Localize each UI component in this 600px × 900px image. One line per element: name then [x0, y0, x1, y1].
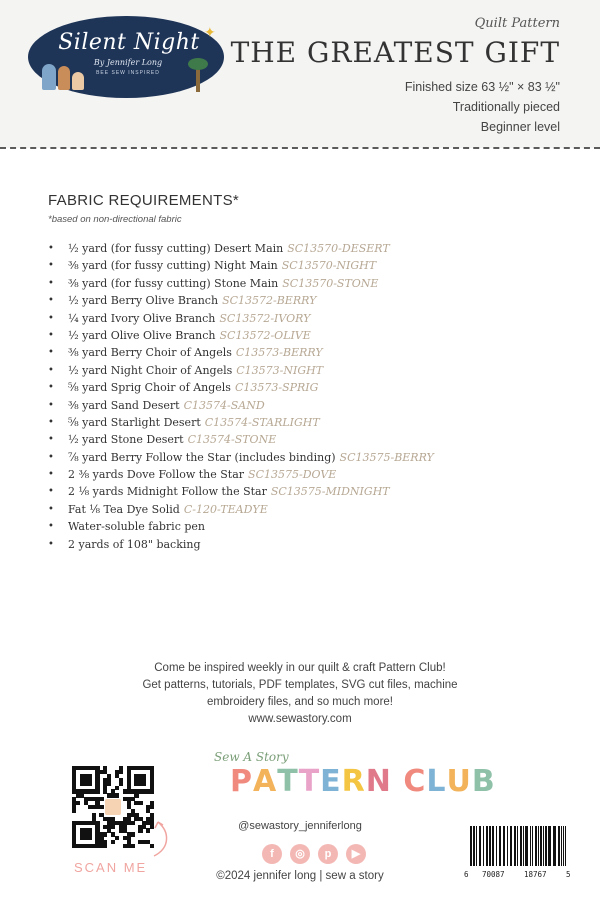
barcode-bar [483, 826, 484, 866]
club-logo-script: Sew A Story [214, 750, 289, 764]
barcode-bar [510, 826, 512, 866]
bullet-icon: • [48, 347, 54, 359]
fabric-requirement-item [48, 310, 568, 327]
pattern-club-blurb [100, 660, 500, 728]
bullet-icon: • [48, 382, 54, 394]
fabric-description: 2 ⅛ yards Midnight Follow the Star [68, 485, 267, 499]
qr-module [95, 789, 99, 793]
fabric-description: ⅜ yard Berry Choir of Angels [68, 346, 232, 360]
bullet-icon: • [48, 329, 54, 341]
skill-level: Beginner level [480, 120, 560, 134]
pattern-kicker: Quilt Pattern [474, 16, 560, 31]
bullet-icon: • [48, 364, 54, 376]
fabric-sku: C13574-SAND [183, 398, 265, 412]
barcode-digit: 6 [464, 870, 469, 879]
barcode-bar [530, 826, 531, 866]
fabric-description: Fat ⅛ Tea Dye Solid [68, 502, 180, 516]
youtube-icon[interactable]: ▶ [346, 844, 366, 864]
barcode-digit: 18767 [524, 870, 547, 879]
qr-module [103, 832, 107, 836]
fabric-sku: SC13575-BERRY [339, 450, 434, 464]
angel-figure-icon [42, 64, 56, 90]
fabric-sku: SC13570-STONE [282, 276, 379, 290]
qr-module [150, 789, 154, 793]
barcode-bar [553, 826, 556, 866]
fabric-sku: C13573-SPRIG [234, 381, 319, 395]
bullet-icon: • [48, 295, 54, 307]
social-icons [262, 844, 372, 866]
bullet-icon: • [48, 399, 54, 411]
barcode-bar [523, 826, 524, 866]
qr-module [111, 825, 115, 829]
fabric-requirement-item [48, 257, 568, 274]
social-handle[interactable]: @sewastory_jenniferlong [238, 820, 362, 832]
barcode-bar [479, 826, 481, 866]
bullet-icon: • [48, 486, 54, 498]
fabric-requirement-item [48, 344, 568, 361]
fabric-requirement-item [48, 501, 568, 518]
qr-module [103, 844, 107, 848]
fabric-requirement-item [48, 275, 568, 292]
qr-module [119, 782, 123, 786]
requirements-heading: FABRIC REQUIREMENTS* [48, 192, 240, 209]
qr-module [131, 832, 135, 836]
barcode-digit: 5 [566, 870, 571, 879]
barcode-bars [470, 826, 568, 866]
bullet-icon: • [48, 451, 54, 463]
barcode-bar [565, 826, 566, 866]
fabric-description: ½ yard Stone Desert [68, 433, 184, 447]
club-blurb-line: Get patterns, tutorials, PDF templates, SVG cut files, machine [142, 679, 458, 691]
fabric-requirement-item [48, 240, 568, 257]
bullet-icon: • [48, 434, 54, 446]
qr-module [88, 782, 92, 786]
logo-title: Silent Night [58, 30, 200, 55]
qr-module [76, 801, 80, 805]
qr-module [138, 828, 142, 832]
curved-arrow-icon [150, 818, 174, 858]
fabric-requirement-item [48, 483, 568, 500]
qr-code[interactable] [72, 766, 154, 848]
barcode-bar [507, 826, 508, 866]
fabric-description: ⅜ yard Sand Desert [68, 398, 180, 412]
barcode-bar [489, 826, 491, 866]
fabric-sku: SC13572-OLIVE [219, 328, 311, 342]
fabric-description: ⅜ yard (for fussy cutting) Stone Main [68, 276, 279, 290]
barcode-bar [486, 826, 488, 866]
bullet-icon: • [48, 312, 54, 324]
fabric-requirement-item [48, 397, 568, 414]
fabric-sku: C13574-STONE [187, 433, 277, 447]
piecing-method: Traditionally pieced [452, 100, 560, 114]
qr-module [99, 797, 103, 801]
lamb-figure-icon [72, 72, 84, 90]
pinterest-icon[interactable]: p [318, 844, 338, 864]
fabric-description: 2 yards of 108" backing [68, 537, 201, 551]
fabric-sku: C13573-BERRY [235, 346, 323, 360]
barcode-bar [558, 826, 560, 866]
barcode-bar [514, 826, 516, 866]
qr-module [131, 821, 135, 825]
instagram-icon[interactable]: ◎ [290, 844, 310, 864]
fabric-requirement-item [48, 327, 568, 344]
dashed-divider [0, 147, 600, 149]
bullet-icon: • [48, 416, 54, 428]
barcode-bar [561, 826, 562, 866]
fabric-description: ⅝ yard Sprig Choir of Angels [68, 381, 231, 395]
bullet-icon: • [48, 521, 54, 533]
bullet-icon: • [48, 538, 54, 550]
qr-module [134, 793, 138, 797]
fabric-requirement-item [48, 431, 568, 448]
requirements-list [48, 240, 568, 553]
copyright: ©2024 jennifer long | sew a story [216, 870, 384, 882]
fabric-sku: SC13570-DESERT [287, 242, 390, 255]
finished-size: Finished size 63 ½" × 83 ½" [404, 80, 560, 94]
bullet-icon: • [48, 277, 54, 289]
bullet-icon: • [48, 243, 54, 254]
club-blurb-line: Come be inspired weekly in our quilt & craft Pattern Club! [154, 662, 446, 674]
barcode-bar [563, 826, 564, 866]
qr-module [99, 805, 103, 809]
fabric-sku: SC13570-NIGHT [281, 259, 377, 273]
fabric-requirement-item [48, 449, 568, 466]
fabric-description: 2 ⅜ yards Dove Follow the Star [68, 468, 245, 482]
qr-module [131, 844, 135, 848]
scan-me-label: SCAN ME [74, 860, 148, 875]
barcode [464, 826, 572, 882]
palm-leaves-icon [188, 58, 208, 70]
qr-module [142, 782, 146, 786]
barcode-bar [492, 826, 494, 866]
fabric-description: Water-soluble fabric pen [68, 520, 205, 534]
logo-tagline: BEE SEW INSPIRED [96, 70, 160, 76]
fabric-sku: SC13575-DOVE [248, 468, 337, 482]
bullet-icon: • [48, 260, 54, 272]
qr-module [138, 801, 142, 805]
star-icon: ✦ [204, 24, 216, 40]
fabric-description: ⅜ yard (for fussy cutting) Night Main [68, 259, 278, 273]
bullet-icon: • [48, 503, 54, 515]
barcode-bar [548, 826, 551, 866]
fabric-requirement-item [48, 414, 568, 431]
qr-module [150, 805, 154, 809]
bullet-icon: • [48, 469, 54, 481]
fabric-description: ½ yard (for fussy cutting) Desert Main [68, 242, 284, 255]
qr-module [88, 836, 92, 840]
website-link[interactable]: www.sewastory.com [248, 713, 352, 725]
fabric-sku: C-120-TEADYE [183, 502, 268, 516]
barcode-bar [499, 826, 501, 866]
fabric-description: ½ yard Olive Olive Branch [68, 328, 216, 342]
barcode-digit: 70087 [482, 870, 505, 879]
barcode-bar [520, 826, 522, 866]
qr-module [115, 786, 119, 790]
fabric-requirement-item [48, 536, 568, 553]
barcode-bar [540, 826, 542, 866]
qr-module [107, 782, 111, 786]
fabric-description: ½ yard Night Choir of Angels [68, 363, 233, 377]
shepherd-figure-icon [58, 66, 70, 90]
barcode-bar [470, 826, 472, 866]
fabric-description: ¼ yard Ivory Olive Branch [68, 311, 216, 325]
fabric-requirement-item [48, 518, 568, 535]
fabric-sku: SC13572-IVORY [219, 311, 311, 325]
barcode-bar [532, 826, 533, 866]
pattern-title: THE GREATEST GIFT [230, 36, 560, 69]
qr-module [111, 840, 115, 844]
fabric-description: ½ yard Berry Olive Branch [68, 294, 219, 308]
qr-module [72, 809, 76, 813]
barcode-bar [535, 826, 537, 866]
fabric-sku: C13574-STARLIGHT [204, 415, 320, 429]
barcode-bar [525, 826, 528, 866]
barcode-bar [496, 826, 497, 866]
qr-module [115, 836, 119, 840]
fabric-requirement-item [48, 466, 568, 483]
fabric-sku: SC13572-BERRY [222, 294, 317, 308]
fabric-requirement-item [48, 379, 568, 396]
qr-center-logo [105, 799, 121, 815]
pattern-club-logo [200, 750, 496, 810]
barcode-bar [543, 826, 544, 866]
club-logo-wordmark: PATTERN CLUB [230, 764, 496, 799]
fabric-sku: C13573-NIGHT [236, 363, 324, 377]
fabric-requirement-item [48, 292, 568, 309]
fabric-description: ⅞ yard Berry Follow the Star (includes binding) [68, 450, 336, 464]
silent-night-logo [28, 16, 224, 98]
logo-byline: By Jennifer Long [93, 58, 163, 67]
barcode-bar [473, 826, 475, 866]
qr-module [119, 770, 123, 774]
fabric-requirement-item [48, 362, 568, 379]
fabric-description: ⅝ yard Starlight Desert [68, 415, 201, 429]
barcode-bar [476, 826, 477, 866]
facebook-icon[interactable]: f [262, 844, 282, 864]
barcode-bar [545, 826, 547, 866]
club-blurb-line: embroidery files, and so much more! [207, 696, 393, 708]
barcode-bar [503, 826, 505, 866]
barcode-bar [538, 826, 539, 866]
qr-module [115, 793, 119, 797]
requirements-note: *based on non-directional fabric [48, 214, 182, 225]
fabric-sku: SC13575-MIDNIGHT [270, 485, 390, 499]
barcode-bar [517, 826, 518, 866]
